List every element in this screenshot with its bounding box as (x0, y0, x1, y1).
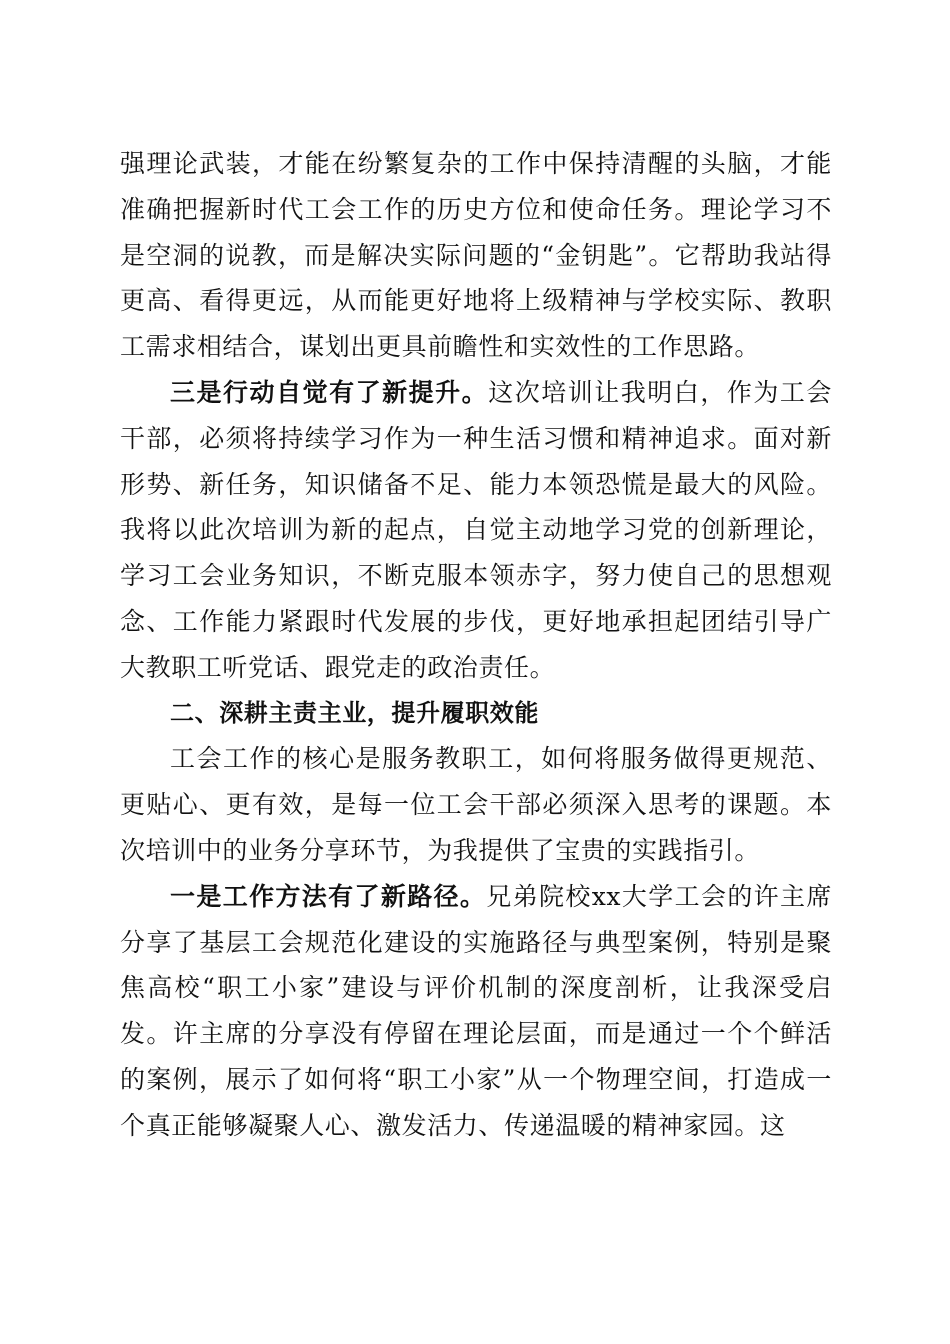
paragraph-point-three (120, 370, 832, 691)
paragraph-lead: 一是工作方法有了新路径。 (170, 881, 487, 911)
paragraph-intro (120, 736, 832, 873)
paragraph-lead: 三是行动自觉有了新提升。 (170, 377, 489, 407)
document-body (120, 141, 832, 1149)
paragraph-point-one (120, 874, 832, 1149)
paragraph-continuation (120, 141, 832, 370)
paragraph-text: 这次培训让我明白，作为工会干部，必须将持续学习作为一种生活习惯和精神追求。面对新形势、新任务，知识储备不足、能力本领恐慌是最大的风险。我将以此次培训为新的起点，自觉主动地学习党的创新理论，学习工会业务知识，不断克服本领赤字，努力使自己的思想观念、工作能力紧跟时代发展的步伐，更好地承担起团结引导广大教职工听党话、跟党走的政治责任。 (120, 377, 832, 682)
paragraph-text: 强理论武装，才能在纷繁复杂的工作中保持清醒的头脑，才能准确把握新时代工会工作的历史方位和使命任务。理论学习不是空洞的说教，而是解决实际问题的“金钥匙”。它帮助我站得更高、看得更远，从而能更好地将上级精神与学校实际、教职工需求相结合，谋划出更具前瞻性和实效性的工作思路。 (120, 149, 832, 362)
section-heading: 二、深耕主责主业，提升履职效能 (170, 698, 539, 727)
paragraph-text: 兄弟院校xx大学工会的许主席分享了基层工会规范化建设的实施路径与典型案例，特别是聚焦高校“职工小家”建设与评价机制的深度剖析，让我深受启发。许主席的分享没有停留在理论层面，而是通过一个个鲜活的案例，展示了如何将“职工小家”从一个物理空间，打造成一个真正能够凝聚人心、激发活力、传递温暖的精神家园。这 (120, 881, 832, 1140)
paragraph-text: 工会工作的核心是服务教职工，如何将服务做得更规范、更贴心、更有效，是每一位工会干部必须深入思考的课题。本次培训中的业务分享环节，为我提供了宝贵的实践指引。 (120, 744, 832, 865)
